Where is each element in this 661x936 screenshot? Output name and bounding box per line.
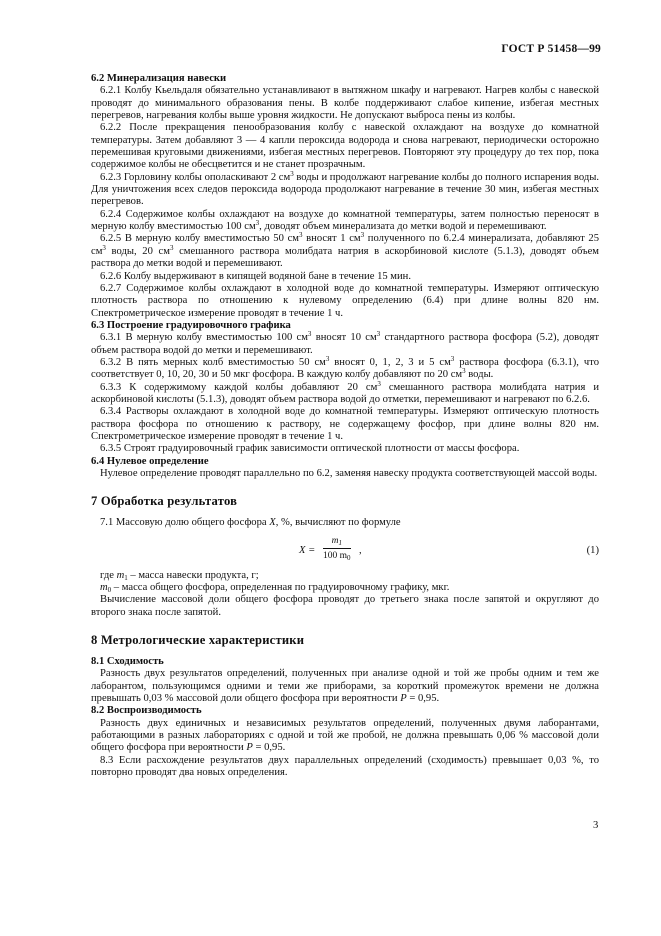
page-number: 3 [593, 820, 599, 831]
heading-8-2: 8.2 Воспроизводимость [91, 705, 202, 717]
para-6-2-5: 6.2.5 В мерную колбу вместимостью 50 $см^3$ вносят 1 $см^3$ полученного по 6.2.4 минерализата, добавляют 25 $см^3$ воды, 20 $см^3$ смешанного раствора молибдата натрия в аскорбиновой кислоте (5.1.3), доводят объем раствора до метки водой и перемешивают. [91, 231, 599, 270]
para-6-2-1: 6.2.1 Колбу Кьельдаля обязательно устанавливают в вытяжном шкафу и нагревают. Нагрев колбы с навеской проводят до минимального образования пены. В колбе поддерживают слабое кипение, избегая местных перегревов, нагревания колбы выше уровня жидкости. Не допускают выброса пены из колбы. [91, 85, 599, 122]
para-6-3-4: 6.3.4 Растворы охлаждают в холодной воде до комнатной температуры. Измеряют оптическую плотность раствора фосфора по отношению к раствору, не содержащему фосфор, при длине волны 820 нм. Спектрометрическое измерение проводят в течение 1 ч. [91, 406, 599, 442]
para-6-3-2: 6.3.2 В пять мерных колб вместимостью 50 $см^3$ вносят 0, 1, 2, 3 и 5 $см^3$ раствора фосфора (6.3.1), что соответствует 0, 10, 20, 30 и 50 мкг фосфора. В каждую колбу добавляют по 20 $см^3$ воды. [91, 354, 599, 381]
para-7-2: Вычисление массовой доли общего фосфора проводят до третьего знака после запятой и округляют до второго знака после запятой. [91, 594, 599, 618]
para-7-1: 7.1 Массовую долю общего фосфора X, %, вычисляют по формуле [100, 517, 401, 529]
para-8-1: Разность двух результатов определений, полученных при анализе одной и той же пробы одним и тем же лаборантом, пользующимся одними и теми же приборами, за короткий промежуток времени не должна превышать 0,03 % массовой доли общего фосфора при вероятности P = 0,95. [91, 668, 599, 705]
formula-fraction: $\frac{m_1}{100 m_0}$ [323, 535, 351, 563]
para-6-2-2: 6.2.2 После прекращения пенообразования колбу с навеской охлаждают на воздухе до комнатной температуры. Затем добавляют 3 — 4 капли пероксида водорода и снова нагревают, периодически осторожно перемешивая круговыми движениями, избегая местных перегревов. Повторяют эту процедуру до тех пор, пока содержимое колбы не обесцветится и не станет прозрачным. [91, 122, 599, 171]
standard-header: ГОСТ Р 51458—99 [501, 43, 601, 55]
para-6-2-6: 6.2.6 Колбу выдерживают в кипящей водяной бане в течение 15 мин. [100, 270, 411, 282]
where-m1: где $m_1$ – масса навески продукта, г; [100, 569, 259, 582]
para-6-3-3: 6.3.3 К содержимому каждой колбы добавляют 20 $см^3$ смешанного раствора молибдата натрия и аскорбиновой кислоты (5.1.3), доводят объем раствора водой до отметки, перемешивают и нагревают по 6.2.6. [91, 379, 599, 405]
para-8-3: 8.3 Если расхождение результатов двух параллельных определений (сходимость) превышает 0,03 %, то повторно проводят два новых определения. [91, 754, 599, 779]
heading-8-1: 8.1 Сходимость [91, 656, 164, 668]
heading-6-2: 6.2 Минерализация навески [91, 73, 227, 84]
para-6-3-1: 6.3.1 В мерную колбу вместимостью 100 $см^3$ вносят 10 $см^3$ стандартного раствора фосфора (5.2), доводят объем раствора водой до метки и перемешивают. [91, 330, 599, 356]
where-m0: $m_0$ – масса общего фосфора, определенная по градуировочному графику, мкг. [100, 582, 450, 595]
para-8-2: Разность двух единичных и независимых результатов определений, полученных двумя лаборантами, работающими в разных лабораториях с одной и той же пробой, не должна превышать 0,06 % массовой доли общего фосфора при вероятности P = 0,95. [91, 717, 599, 754]
heading-6-3: 6.3 Построение градуировочного графика [91, 319, 291, 331]
heading-6-4: 6.4 Нулевое определение [91, 455, 209, 467]
heading-7: 7 Обработка результатов [91, 494, 238, 509]
document-body [91, 73, 599, 780]
formula-lhs: X = [299, 544, 316, 556]
para-6-4: Нулевое определение проводят параллельно по 6.2, заменяя навеску продукта соответствующей массой воды. [100, 468, 598, 479]
para-6-3-5: 6.3.5 Строят градуировочный график зависимости оптической плотности от массы фосфора. [100, 443, 520, 455]
para-6-2-7: 6.2.7 Содержимое колбы охлаждают в холодной воде до комнатной температуры. Измеряют оптическую плотность раствора по отношению к нулевому определению (6.4) при длине волны 820 нм. Спектрометрическое измерение проводят в течение 1 ч. [91, 282, 599, 319]
formula-number: (1) [586, 544, 599, 556]
para-6-2-4: 6.2.4 Содержимое колбы охлаждают на воздухе до комнатной температуры, затем полностью переносят в мерную колбу вместимостью 100 $см^3$, доводят объем минерализата до метки водой и перемешивают. [91, 208, 599, 233]
heading-8: 8 Метрологические характеристики [91, 633, 305, 648]
formula-1: X = $\frac{m_1}{100 m_0}$ , (1) [299, 535, 599, 563]
para-6-2-3: 6.2.3 Горловину колбы ополаскивают 2 $см^3$ воды и продолжают нагревание колбы до полного испарения воды. Для уничтожения всех следов пероксида водорода продолжают нагревание в течение 30 мин, избегая местных перегревов. [91, 169, 599, 208]
